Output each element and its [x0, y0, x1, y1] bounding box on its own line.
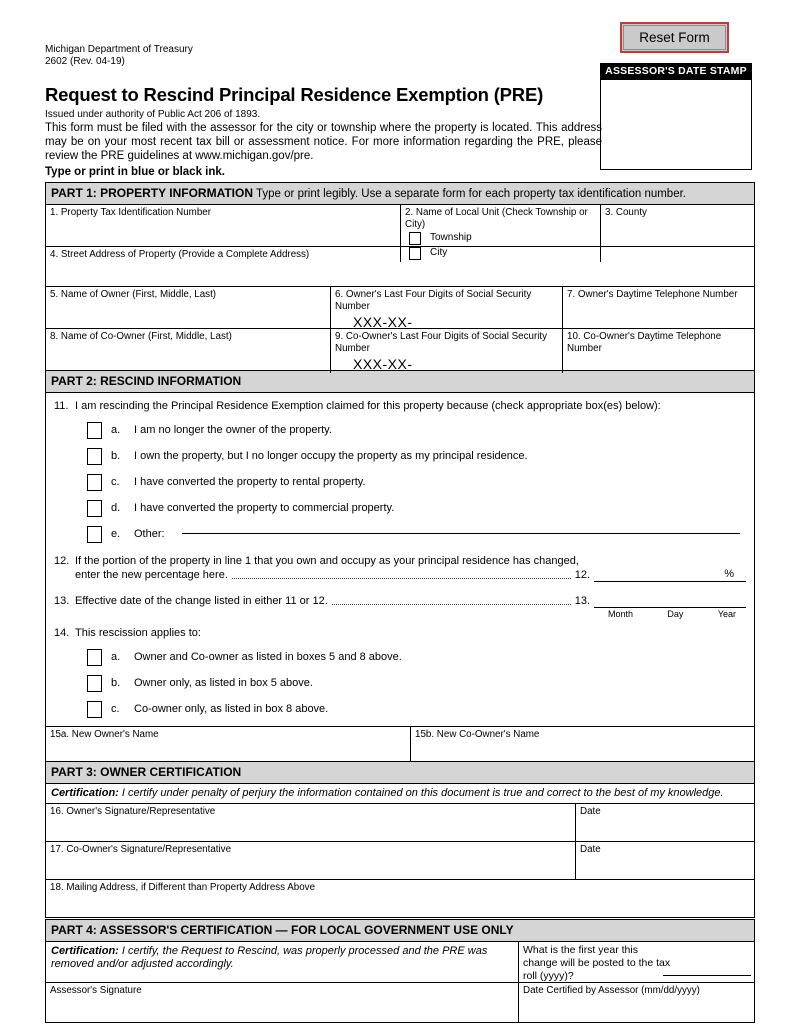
day-label: Day	[667, 609, 684, 619]
certification-text: I certify, the Request to Rescind, was properly processed and the PRE was removed and/or adjusted accordingly.	[51, 945, 488, 970]
option-label: Other:	[134, 528, 165, 540]
option-11a-checkbox[interactable]	[87, 422, 102, 439]
certification-prefix: Certification:	[51, 787, 119, 799]
part4-title: PART 4: ASSESSOR'S CERTIFICATION — FOR LOCAL GOVERNMENT USE ONLY	[51, 923, 514, 937]
field-new-owner-name[interactable]	[46, 727, 411, 761]
option-label: I own the property, but I no longer occupy the property as my principal residence.	[134, 450, 528, 462]
option-label: Owner only, as listed in box 5 above.	[134, 677, 313, 689]
owner-ssn-value[interactable]: XXX-XX-	[353, 314, 413, 330]
field-owner-signature-date[interactable]	[576, 804, 756, 841]
authority-line: Issued under authority of Public Act 206 of 1893.	[45, 109, 261, 120]
dotted-leader	[332, 604, 571, 605]
table-row	[46, 286, 754, 328]
item-text-continued: enter the new percentage here.	[75, 569, 228, 581]
field-label: 5. Name of Owner (First, Middle, Last)	[50, 289, 217, 300]
option-label: Co-owner only, as listed in box 8 above.	[134, 703, 329, 715]
city-label: City	[430, 247, 448, 259]
option-14a-checkbox[interactable]	[87, 649, 102, 666]
table-row	[46, 982, 754, 1022]
table-row	[46, 841, 754, 879]
coowner-ssn-value[interactable]: XXX-XX-	[353, 356, 413, 372]
field-label: Date	[580, 806, 601, 817]
part2-title: PART 2: RESCIND INFORMATION	[51, 374, 242, 388]
first-year-input-line[interactable]	[663, 975, 751, 976]
option-11e	[87, 525, 746, 543]
field-label: 3. County	[605, 207, 647, 218]
certification-text: I certify under penalty of perjury the information contained on this document is true and correct to the best of my knowledge.	[121, 787, 724, 799]
agency-name: Michigan Department of Treasury	[45, 44, 193, 55]
part3-header	[45, 761, 755, 784]
part4-header	[45, 919, 755, 942]
part2-header	[45, 370, 755, 393]
field-new-coowner-name[interactable]	[411, 727, 756, 761]
field-label: 6. Owner's Last Four Digits of Social Security Number	[335, 289, 532, 312]
answer-label: 13.	[574, 595, 590, 607]
table-row	[46, 803, 754, 841]
page-title: Request to Rescind Principal Residence Exemption (PRE)	[45, 84, 544, 105]
field-label: 8. Name of Co-Owner (First, Middle, Last)	[50, 331, 232, 342]
option-key: b.	[111, 677, 121, 689]
item-text: Effective date of the change listed in either 11 or 12.	[75, 595, 328, 607]
field-mailing-address[interactable]	[46, 880, 754, 917]
field-owner-ssn[interactable]	[331, 287, 563, 331]
item-number: 12.	[54, 555, 70, 567]
option-14c	[87, 700, 746, 718]
field-coowner-signature[interactable]	[46, 842, 576, 879]
table-row	[46, 328, 754, 370]
part3-title: PART 3: OWNER CERTIFICATION	[51, 765, 242, 779]
field-coowner-signature-date[interactable]	[576, 842, 756, 879]
item-number: 14.	[54, 627, 70, 639]
option-11b	[87, 447, 746, 465]
form-body	[45, 183, 755, 1023]
field-label: 7. Owner's Daytime Telephone Number	[567, 289, 738, 300]
field-label: 17. Co-Owner's Signature/Representative	[50, 844, 232, 855]
ink-instruction: Type or print in blue or black ink.	[45, 166, 225, 178]
item-12-answer-row	[54, 568, 746, 582]
option-11c	[87, 473, 746, 491]
item-number: 11.	[54, 400, 69, 412]
township-label: Township	[430, 232, 472, 244]
field-label: Assessor's Signature	[50, 985, 142, 996]
option-key: e.	[111, 528, 121, 540]
field-coowner-phone[interactable]	[563, 329, 756, 373]
date-part-labels	[594, 608, 746, 619]
option-label: I have converted the property to rental property.	[134, 476, 366, 488]
item-14	[54, 627, 746, 640]
option-label: Owner and Co-owner as listed in boxes 5 and 8 above.	[134, 651, 402, 663]
field-assessor-signature[interactable]	[46, 983, 519, 1022]
field-label: 15a. New Owner's Name	[50, 729, 159, 740]
dotted-leader	[232, 578, 571, 579]
option-11d	[87, 499, 746, 517]
field-label: 2. Name of Local Unit (Check Township or City)	[405, 207, 588, 230]
part3-table	[45, 783, 755, 918]
field-label: 16. Owner's Signature/Representative	[50, 806, 216, 817]
item-text: This rescission applies to:	[75, 627, 201, 639]
item-text: If the portion of the property in line 1 that you own and occupy as your principal residence has changed,	[75, 555, 579, 567]
part4-table	[45, 941, 755, 1023]
option-14a	[87, 648, 746, 666]
year-label: Year	[717, 609, 736, 619]
owner-certification-statement	[46, 784, 754, 803]
item-12	[54, 555, 746, 582]
reset-form-button[interactable]: Reset Form	[620, 22, 729, 53]
option-key: d.	[111, 502, 121, 514]
option-11a	[87, 421, 746, 439]
part1-subtitle: Type or print legibly. Use a separate form for each property tax identification number.	[256, 188, 686, 200]
option-11d-checkbox[interactable]	[87, 500, 102, 517]
part1-title: PART 1: PROPERTY INFORMATION	[51, 186, 254, 200]
month-label: Month	[608, 609, 634, 619]
field-label: 10. Co-Owner's Daytime Telephone Number	[567, 331, 722, 354]
answer-label: 12.	[574, 569, 590, 581]
option-key: a.	[111, 651, 121, 663]
field-owner-name[interactable]	[46, 287, 331, 331]
field-label: 4. Street Address of Property (Provide a Complete Address)	[50, 249, 310, 260]
item-number: 13.	[54, 595, 70, 607]
assessor-date-stamp-label: ASSESSOR'S DATE STAMP	[600, 63, 752, 80]
option-key: c.	[111, 703, 120, 715]
item-13-answer-row	[54, 594, 746, 608]
table-row	[46, 726, 754, 761]
option-11b-checkbox[interactable]	[87, 448, 102, 465]
certification-prefix: Certification:	[51, 945, 119, 957]
percentage-input-line[interactable]: %	[594, 568, 746, 582]
field-owner-phone[interactable]	[563, 287, 756, 331]
field-label: Date	[580, 844, 601, 855]
item-text: I am rescinding the Principal Residence Exemption claimed for this property because (check appropriate box(es) below):	[75, 400, 661, 412]
option-label: I am no longer the owner of the property.	[134, 424, 332, 436]
option-key: c.	[111, 476, 120, 488]
option-14c-checkbox[interactable]	[87, 701, 102, 718]
field-coowner-ssn[interactable]	[331, 329, 563, 373]
part1-table	[45, 204, 755, 371]
part2-box	[45, 392, 755, 762]
table-row	[46, 784, 754, 803]
assessor-date-stamp-box	[600, 80, 752, 170]
field-label: What is the first year this change will be posted to the tax roll (yyyy)?	[523, 944, 671, 982]
item-11	[54, 400, 746, 413]
township-checkbox[interactable]	[409, 232, 421, 245]
other-reason-input-line[interactable]	[182, 533, 740, 534]
item-12-line1	[54, 555, 746, 568]
assessor-certification-statement	[46, 942, 519, 985]
field-label: 1. Property Tax Identification Number	[50, 207, 212, 218]
table-row	[46, 879, 754, 917]
field-street-address[interactable]	[46, 247, 754, 286]
agency-info	[45, 44, 193, 68]
field-label: Date Certified by Assessor (mm/dd/yyyy)	[523, 985, 700, 996]
effective-date-input-line[interactable]	[594, 594, 746, 608]
field-label: 15b. New Co-Owner's Name	[415, 729, 540, 740]
table-row	[46, 246, 754, 286]
field-date-certified[interactable]	[519, 983, 756, 1022]
option-key: b.	[111, 450, 121, 462]
part2-content	[46, 393, 754, 726]
field-coowner-name[interactable]	[46, 329, 331, 373]
intro-paragraph: This form must be filed with the assessor for the city or township where the property is located. This address may be on your most recent tax bill or assessment notice. For more information regarding the PRE, please review the PRE guidelines at www.michigan.gov/pre.	[45, 122, 602, 162]
option-11c-checkbox[interactable]	[87, 474, 102, 491]
item-13	[54, 594, 746, 619]
form-number: 2602 (Rev. 04-19)	[45, 56, 125, 67]
option-14b	[87, 674, 746, 692]
table-row	[46, 942, 754, 982]
field-owner-signature[interactable]	[46, 804, 576, 841]
option-key: a.	[111, 424, 121, 436]
part1-header	[45, 182, 755, 205]
option-label: I have converted the property to commercial property.	[134, 502, 395, 514]
option-14b-checkbox[interactable]	[87, 675, 102, 692]
field-label: 18. Mailing Address, if Different than Property Address Above	[50, 882, 316, 893]
option-11e-checkbox[interactable]	[87, 526, 102, 543]
field-label: 9. Co-Owner's Last Four Digits of Social Security Number	[335, 331, 548, 354]
field-first-year-posted[interactable]	[519, 942, 756, 985]
